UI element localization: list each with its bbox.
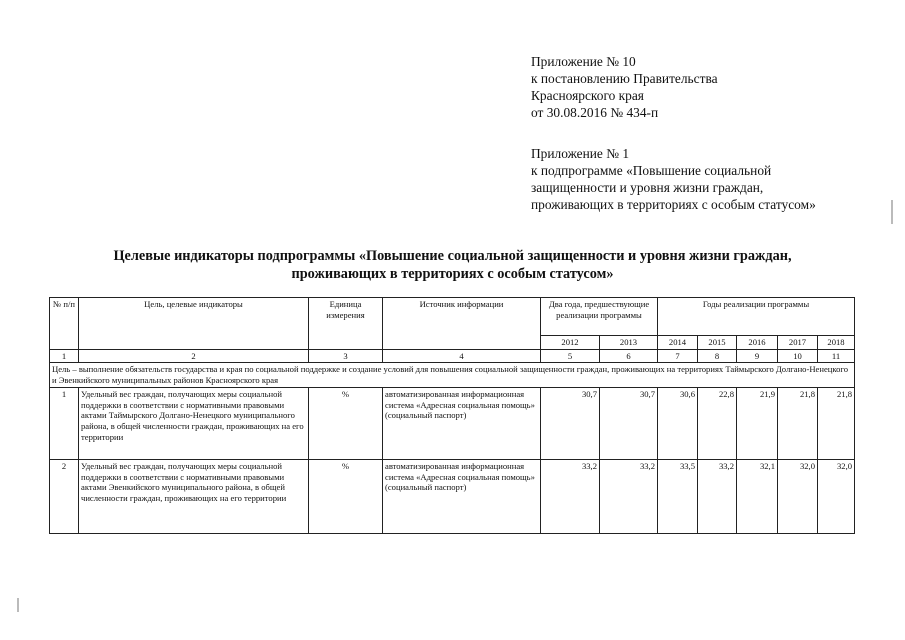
row-unit: % [309, 459, 383, 533]
header-unit: Единица измерения [309, 298, 383, 350]
year-2015: 2015 [698, 336, 737, 350]
goal-text: Цель – выполнение обязательств государства и края по социальной поддержке и создание условий для повышения социальной защищенности граждан, проживающих на территориях Таймырского Долгано-Ненецкого и Эвенкийского муниципальных районов Красноярского края [50, 363, 855, 387]
row-source: автоматизированная информационная система «Адресная социальная помощь» (социальный паспорт) [383, 387, 541, 459]
row-num: 2 [50, 459, 79, 533]
header-prev-years: Два года, предшествующие реализации программы [541, 298, 658, 336]
col-number: 11 [818, 349, 855, 363]
col-number: 7 [658, 349, 698, 363]
row-value: 32,1 [737, 459, 778, 533]
scan-artifact-right [891, 200, 893, 224]
col-number: 6 [600, 349, 658, 363]
year-2018: 2018 [818, 336, 855, 350]
col-number: 8 [698, 349, 737, 363]
header-prog-years: Годы реализации программы [658, 298, 855, 336]
indicators-table [49, 297, 855, 534]
header-num: № п/п [50, 298, 79, 350]
row-indicator: Удельный вес граждан, получающих меры социальной поддержки в соответствии с нормативными правовыми актами Эвенкийского муниципального района, в общей численности граждан, проживающих на его территории [79, 459, 309, 533]
year-2017: 2017 [778, 336, 818, 350]
year-2014: 2014 [658, 336, 698, 350]
col-number: 10 [778, 349, 818, 363]
col-number: 2 [79, 349, 309, 363]
appendix-sub-line2: к подпрограмме «Повышение социальной [531, 163, 772, 178]
appendix-main-header [531, 53, 718, 121]
col-number-row [50, 349, 855, 363]
row-value: 21,8 [818, 387, 855, 459]
scan-artifact-left [17, 598, 19, 612]
appendix-main-line2: к постановлению Правительства [531, 71, 718, 86]
row-value: 21,9 [737, 387, 778, 459]
row-source: автоматизированная информационная система «Адресная социальная помощь» (социальный паспорт) [383, 459, 541, 533]
row-value: 32,0 [778, 459, 818, 533]
col-number: 1 [50, 349, 79, 363]
appendix-main-line1: Приложение № 10 [531, 54, 636, 69]
document-title [0, 247, 905, 283]
header-goal: Цель, целевые индикаторы [79, 298, 309, 350]
row-value: 21,8 [778, 387, 818, 459]
year-2013: 2013 [600, 336, 658, 350]
col-number: 3 [309, 349, 383, 363]
appendix-sub-header [531, 145, 816, 213]
year-2016: 2016 [737, 336, 778, 350]
col-number: 5 [541, 349, 600, 363]
title-line2: проживающих в территориях с особым статусом» [291, 266, 614, 282]
col-number: 9 [737, 349, 778, 363]
row-value: 32,0 [818, 459, 855, 533]
row-value: 33,2 [698, 459, 737, 533]
row-value: 30,6 [658, 387, 698, 459]
table-row [50, 459, 855, 533]
row-value: 30,7 [541, 387, 600, 459]
row-num: 1 [50, 387, 79, 459]
row-unit: % [309, 387, 383, 459]
goal-row [50, 363, 855, 387]
appendix-sub-line3: защищенности и уровня жизни граждан, [531, 180, 764, 195]
appendix-main-line4: от 30.08.2016 № 434-п [531, 105, 659, 120]
appendix-main-line3: Красноярского края [531, 88, 644, 103]
row-value: 33,2 [541, 459, 600, 533]
col-number: 4 [383, 349, 541, 363]
row-value: 33,5 [658, 459, 698, 533]
header-source: Источник информации [383, 298, 541, 350]
table-row [50, 387, 855, 459]
row-value: 30,7 [600, 387, 658, 459]
appendix-sub-line4: проживающих в территориях с особым статусом» [531, 197, 816, 212]
row-value: 22,8 [698, 387, 737, 459]
title-line1: Целевые индикаторы подпрограммы «Повышение социальной защищенности и уровня жизни граждан, [113, 248, 792, 264]
year-2012: 2012 [541, 336, 600, 350]
header-row [50, 298, 855, 336]
row-indicator: Удельный вес граждан, получающих меры социальной поддержки в соответствии с нормативными правовыми актами Таймырского Долгано-Ненецкого муниципального района, в общей численности граждан, проживающих на его территории [79, 387, 309, 459]
row-value: 33,2 [600, 459, 658, 533]
appendix-sub-line1: Приложение № 1 [531, 146, 630, 161]
